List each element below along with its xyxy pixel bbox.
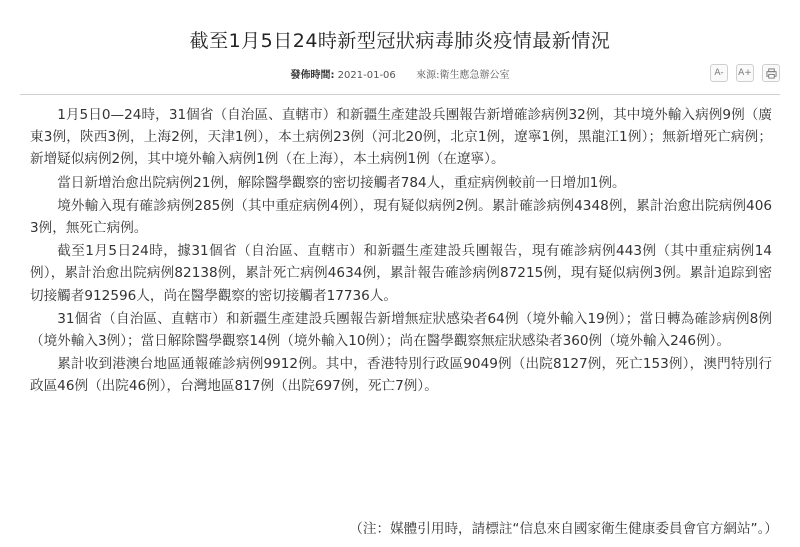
source-label: 來源:衛生應急辦公室 xyxy=(416,70,510,81)
print-button[interactable] xyxy=(762,64,780,82)
paragraph-6: 累計收到港澳台地區通報確診病例9912例。其中，香港特別行政區9049例（出院8127例，死亡153例），澳門特別行政區46例（出院46例），台灣地區817例（出院697例，死亡7例）。 xyxy=(30,356,772,395)
paragraph-1: 1月5日0—24時，31個省（自治區、直轄市）和新疆生產建設兵團報告新增確診病例32例，其中境外輸入病例9例（廣東3例，陝西3例，上海2例，天津1例），本土病例23例（河北20例，北京1例，遼寧1例，黑龍江1例）；無新增死亡病例；新增疑似病例2例，其中境外輸入病例1例（在上海），本土病例1例（在遼寧）。 xyxy=(30,107,772,168)
paragraph-2: 當日新增治愈出院病例21例，解除醫學觀察的密切接觸者784人，重症病例較前一日增加1例。 xyxy=(57,174,626,191)
font-increase-button[interactable] xyxy=(736,64,754,82)
print-icon xyxy=(766,68,777,79)
article-tools xyxy=(710,64,780,84)
article-meta xyxy=(0,66,800,81)
paragraph-4: 截至1月5日24時，據31個省（自治區、直轄市）和新疆生產建設兵團報告，現有確診病例443例（其中重症病例14例），累計治愈出院病例82138例，累計死亡病例4634例，累計報告確診病例87215例，現有疑似病例3例。累計追踪到密切接觸者912596人，尚在醫學觀察的密切接觸者17736人。 xyxy=(30,243,772,304)
article-body xyxy=(30,104,772,399)
paragraph-3: 境外輸入現有確診病例285例（其中重症病例4例），現有疑似病例2例。累計確診病例4348例，累計治愈出院病例4063例，無死亡病例。 xyxy=(30,197,772,237)
publish-label: 發佈時間: xyxy=(290,70,335,81)
citation-note: （注：媒體引用時，請標註“信息來自國家衛生健康委員會官方網站”。） xyxy=(349,521,778,537)
article-title: 截至1月5日24時新型冠狀病毒肺炎疫情最新情況 xyxy=(189,30,611,52)
font-increase-label: A+ xyxy=(738,68,752,78)
paragraph-5: 31個省（自治區、直轄市）和新疆生產建設兵團報告新增無症狀感染者64例（境外輸入19例）；當日轉為確診病例8例（境外輸入3例）；當日解除醫學觀察14例（境外輸入10例）；尚在醫學觀察無症狀感染者360例（境外輸入246例）。 xyxy=(30,310,772,350)
font-decrease-button[interactable] xyxy=(710,64,728,82)
font-decrease-label: A- xyxy=(714,68,724,78)
publish-date: 2021-01-06 xyxy=(337,70,396,81)
title-divider xyxy=(20,94,780,95)
